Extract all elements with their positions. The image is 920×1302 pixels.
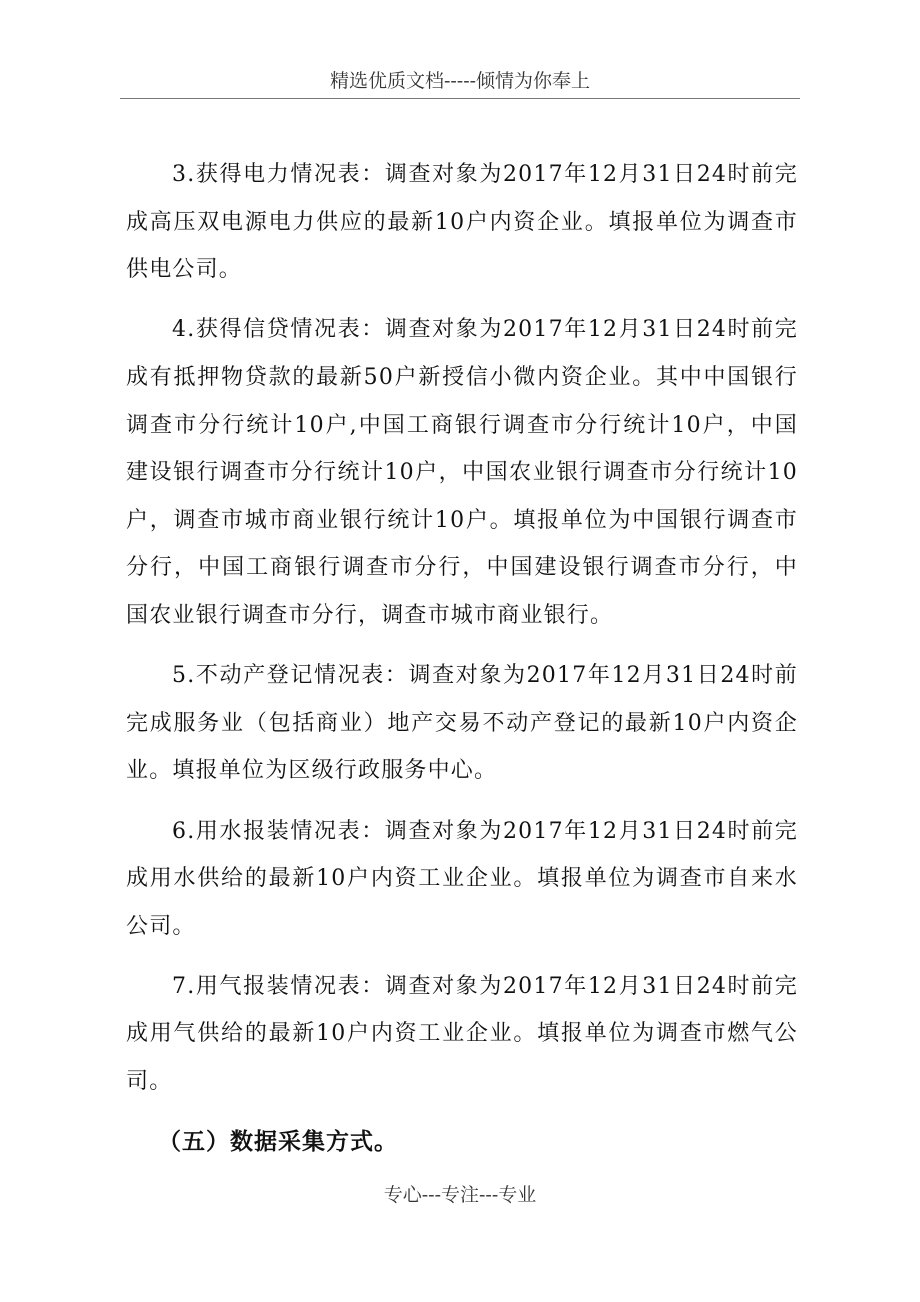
header-divider: [120, 98, 800, 99]
paragraph-gas-connection: 7.用气报装情况表：调查对象为2017年12月31日24时前完成用气供给的最新10户内资工业企业。填报单位为调查市燃气公司。: [126, 973, 798, 1095]
document-body: [126, 151, 798, 1166]
section-heading-data-collection: （五）数据采集方式。: [158, 1128, 398, 1156]
paragraph-water-connection: 6.用水报装情况表：调查对象为2017年12月31日24时前完成用水供给的最新10户内资工业企业。填报单位为调查市自来水公司。: [126, 818, 798, 939]
paragraph-property-registration: 5.不动产登记情况表：调查对象为2017年12月31日24时前完成服务业（包括商业）地产交易不动产登记的最新10户内资企业。填报单位为区级行政服务中心。: [126, 663, 798, 784]
paragraph-electricity: 3.获得电力情况表：调查对象为2017年12月31日24时前完成高压双电源电力供应的最新10户内资企业。填报单位为调查市供电公司。: [126, 162, 798, 283]
page-header: 精选优质文档-----倾情为你奉上: [329, 70, 591, 92]
paragraph-credit: 4.获得信贷情况表：调查对象为2017年12月31日24时前完成有抵押物贷款的最新50户新授信小微内资企业。其中中国银行调查市分行统计10户,中国工商银行调查市分行统计10户，中国建设银行调查市分行统计10户，中国农业银行调查市分行统计10户，调查市城市商业银行统计10户。填报单位为中国银行调查市分行，中国工商银行调查市分行，中国建设银行调查市分行，中国农业银行调查市分行，调查市城市商业银行。: [126, 317, 798, 628]
page-footer: 专心---专注---专业: [383, 1184, 537, 1206]
